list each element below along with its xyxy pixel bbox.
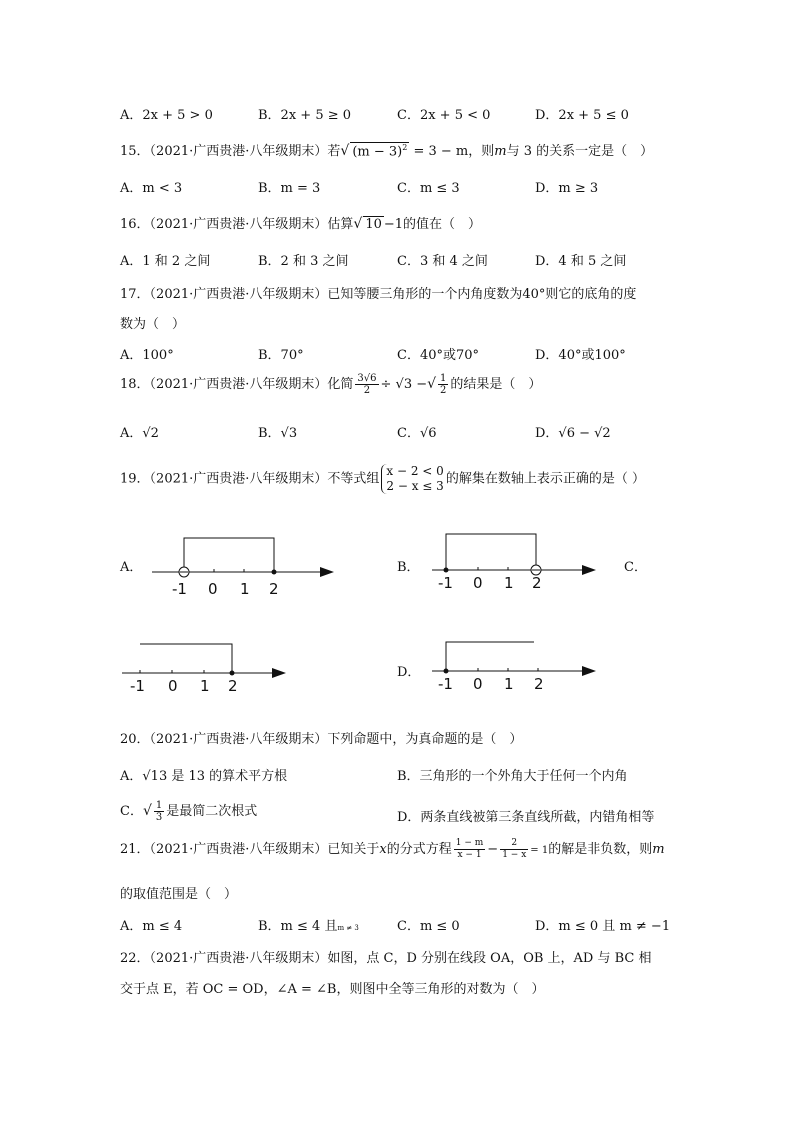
q14-option-c: C．2x + 5 < 0: [397, 108, 491, 123]
q22-line2: 交于点 E，若 OC = OD，∠A = ∠B，则图中全等三角形的对数为（ ）: [120, 982, 545, 997]
sqrt-symbol: √: [427, 376, 437, 392]
q21-text-a: 21．（2021·广西贵港·八年级期末）已知关于: [120, 842, 380, 857]
q20-option-b: B．三角形的一个外角大于任何一个内角: [397, 769, 628, 784]
exponent-2: 2: [402, 142, 408, 152]
tick-label: 2: [228, 677, 238, 695]
q21-f2-den: 1 − x: [502, 850, 527, 860]
q15-text-a: 15．（2021·广西贵港·八年级期末）若: [120, 144, 341, 159]
tick-label: -1: [438, 675, 453, 693]
closed-dot-icon: [444, 669, 449, 674]
q15-text-b: = 3 − m，则: [413, 144, 495, 159]
q21-minus: −: [487, 842, 499, 857]
q17-option-b: B．70°: [258, 348, 304, 363]
solution-bracket: [184, 538, 274, 572]
tick-label: 0: [168, 677, 178, 695]
q19-ineq-2: 2 − x ≤ 3: [386, 479, 444, 493]
q20-optc-prefix: C．: [120, 804, 143, 819]
q19-text-b: 的解集在数轴上表示正确的是（ ）: [445, 471, 645, 487]
q17-option-d: D．40°或100°: [535, 348, 626, 363]
q14-option-b: B．2x + 5 ≥ 0: [258, 108, 352, 123]
sqrt-symbol: √: [340, 143, 350, 159]
q16-radicand: 10: [365, 217, 382, 232]
tick-label: 0: [473, 675, 483, 693]
q17-option-a: A．100°: [120, 348, 174, 363]
q19-text-a: 19．（2021·广西贵港·八年级期末）不等式组: [120, 471, 380, 487]
axis-arrow-icon: [582, 565, 596, 575]
tick-label: 2: [534, 675, 544, 693]
q16-option-b: B．2 和 3 之间: [258, 254, 349, 269]
q21-stem: [120, 838, 665, 861]
tick-label: 1: [240, 580, 250, 598]
q19-label-d: D．: [397, 665, 421, 680]
q15-option-a: A．m < 3: [120, 181, 183, 196]
tick-label: 1: [504, 574, 514, 592]
q17-line2: 数为（ ）: [120, 317, 186, 332]
q16-text-b: −1的值在（ ）: [383, 217, 482, 232]
q21-option-c: C．m ≤ 0: [397, 919, 460, 934]
solution-bracket: [446, 534, 536, 570]
q16-option-a: A．1 和 2 之间: [120, 254, 211, 269]
q16-text-a: 16．（2021·广西贵港·八年级期末）估算: [120, 217, 354, 232]
q19-ineq-1: x − 2 < 0: [386, 464, 444, 478]
q18-frac-den: 2: [363, 385, 371, 396]
q21-f1-num: 1 − m: [455, 838, 484, 848]
q21-eq: = 1: [530, 845, 549, 856]
q15-option-b: B．m = 3: [258, 181, 321, 196]
q20-optc-den: 3: [155, 812, 163, 823]
q15-option-d: D．m ≥ 3: [535, 181, 599, 196]
q18-fraction-2: [438, 373, 448, 396]
sqrt-symbol: √: [353, 216, 363, 232]
q21-f1-den: x − 1: [457, 850, 482, 860]
q20-option-d: D．两条直线被第三条直线所截，内错角相等: [397, 810, 655, 825]
q15-stem: [120, 140, 653, 159]
tick-label: 0: [473, 574, 483, 592]
number-line-a: [148, 530, 338, 600]
tick-label: 2: [269, 580, 279, 598]
q22-line1: 22．（2021·广西贵港·八年级期末）如图，点 C，D 分别在线段 OA，OB 上，AD 与 BC 相: [120, 951, 652, 966]
q17-option-c: C．40°或70°: [397, 348, 480, 363]
axis-arrow-icon: [582, 666, 596, 676]
q18-frac2-num: 1: [440, 373, 447, 384]
solution-bracket: [140, 644, 232, 673]
q18-frac2-den: 2: [440, 385, 447, 396]
tick-label: 1: [200, 677, 210, 695]
tick-label: -1: [438, 574, 453, 592]
q21-var-m: m: [652, 842, 665, 857]
q19-label-a: A．: [120, 560, 143, 575]
q18-frac-num: 3√6: [357, 373, 377, 384]
q14-option-d: D．2x + 5 ≤ 0: [535, 108, 629, 123]
q21-optb-text: B．m ≤ 4 且: [258, 919, 338, 934]
q21-fraction-1: [454, 838, 486, 861]
q18-option-c: C．√6: [397, 426, 437, 441]
closed-dot-icon: [230, 671, 235, 676]
q16-stem: [120, 213, 481, 232]
q15-radicand-text: (m − 3): [352, 144, 403, 159]
q21-option-d: D．m ≤ 0 且 m ≠ −1: [535, 919, 671, 934]
q15-text-c: 与 3 的关系一定是（ ）: [506, 144, 654, 159]
q15-option-c: C．m ≤ 3: [397, 181, 460, 196]
q18-text-b: 的结果是（ ）: [450, 377, 542, 392]
q18-option-b: B．√3: [258, 426, 298, 441]
tick-label: 1: [504, 675, 514, 693]
q21-line2: 的取值范围是（ ）: [120, 887, 238, 902]
q16-option-c: C．3 和 4 之间: [397, 254, 488, 269]
q20-option-a: A．√13 是 13 的算术平方根: [120, 769, 288, 784]
q18-option-a: A．√2: [120, 426, 159, 441]
q21-var-x: x: [379, 842, 387, 857]
q21-optb-small: m ≠ 3: [337, 924, 359, 932]
q18-fraction: [355, 373, 378, 396]
q21-option-a: A．m ≤ 4: [120, 919, 183, 934]
q14-option-a: A．2x + 5 > 0: [120, 108, 213, 123]
q19-stem: [120, 464, 645, 494]
sqrt-symbol: √: [142, 803, 152, 819]
q15-radicand: [350, 142, 409, 159]
q18-option-d: D．√6 − √2: [535, 426, 611, 441]
solution-bracket: [446, 642, 534, 671]
tick-label: -1: [172, 580, 187, 598]
q20-stem: 20．（2021·广西贵港·八年级期末）下列命题中，为真命题的是（ ）: [120, 732, 523, 747]
q19-label-b: B．: [397, 560, 420, 575]
q16-option-d: D．4 和 5 之间: [535, 254, 627, 269]
axis-arrow-icon: [272, 668, 286, 678]
q20-optc-fraction: [154, 800, 164, 823]
number-line-c: [118, 636, 298, 696]
q21-fraction-2: [500, 838, 528, 861]
q18-text-mid: ÷ √3 −: [380, 377, 428, 392]
closed-dot-icon: [444, 568, 449, 573]
q20-optc-num: 1: [155, 800, 163, 811]
number-line-d: [428, 634, 608, 694]
axis-arrow-icon: [320, 567, 334, 577]
closed-dot-icon: [272, 570, 277, 575]
tick-label: 2: [532, 574, 542, 592]
q15-var: m: [494, 144, 507, 159]
q17-line1: 17．（2021·广西贵港·八年级期末）已知等腰三角形的一个内角度数为40°则它的底角的度: [120, 287, 637, 302]
q19-label-c: C．: [624, 560, 647, 575]
q19-inequality-system: [381, 464, 443, 494]
q21-text-c: 的解是非负数，则: [548, 842, 653, 857]
q21-text-b: 的分式方程: [386, 842, 452, 857]
q21-option-b: [258, 915, 359, 934]
q20-option-c: [120, 800, 257, 823]
q18-text-a: 18．（2021·广西贵港·八年级期末）化简: [120, 377, 354, 392]
tick-label: 0: [208, 580, 218, 598]
q21-f2-num: 2: [500, 838, 528, 850]
q18-stem: [120, 373, 541, 396]
tick-label: -1: [130, 677, 145, 695]
q20-optc-suffix: 是最简二次根式: [166, 804, 258, 819]
number-line-b: [428, 526, 608, 596]
